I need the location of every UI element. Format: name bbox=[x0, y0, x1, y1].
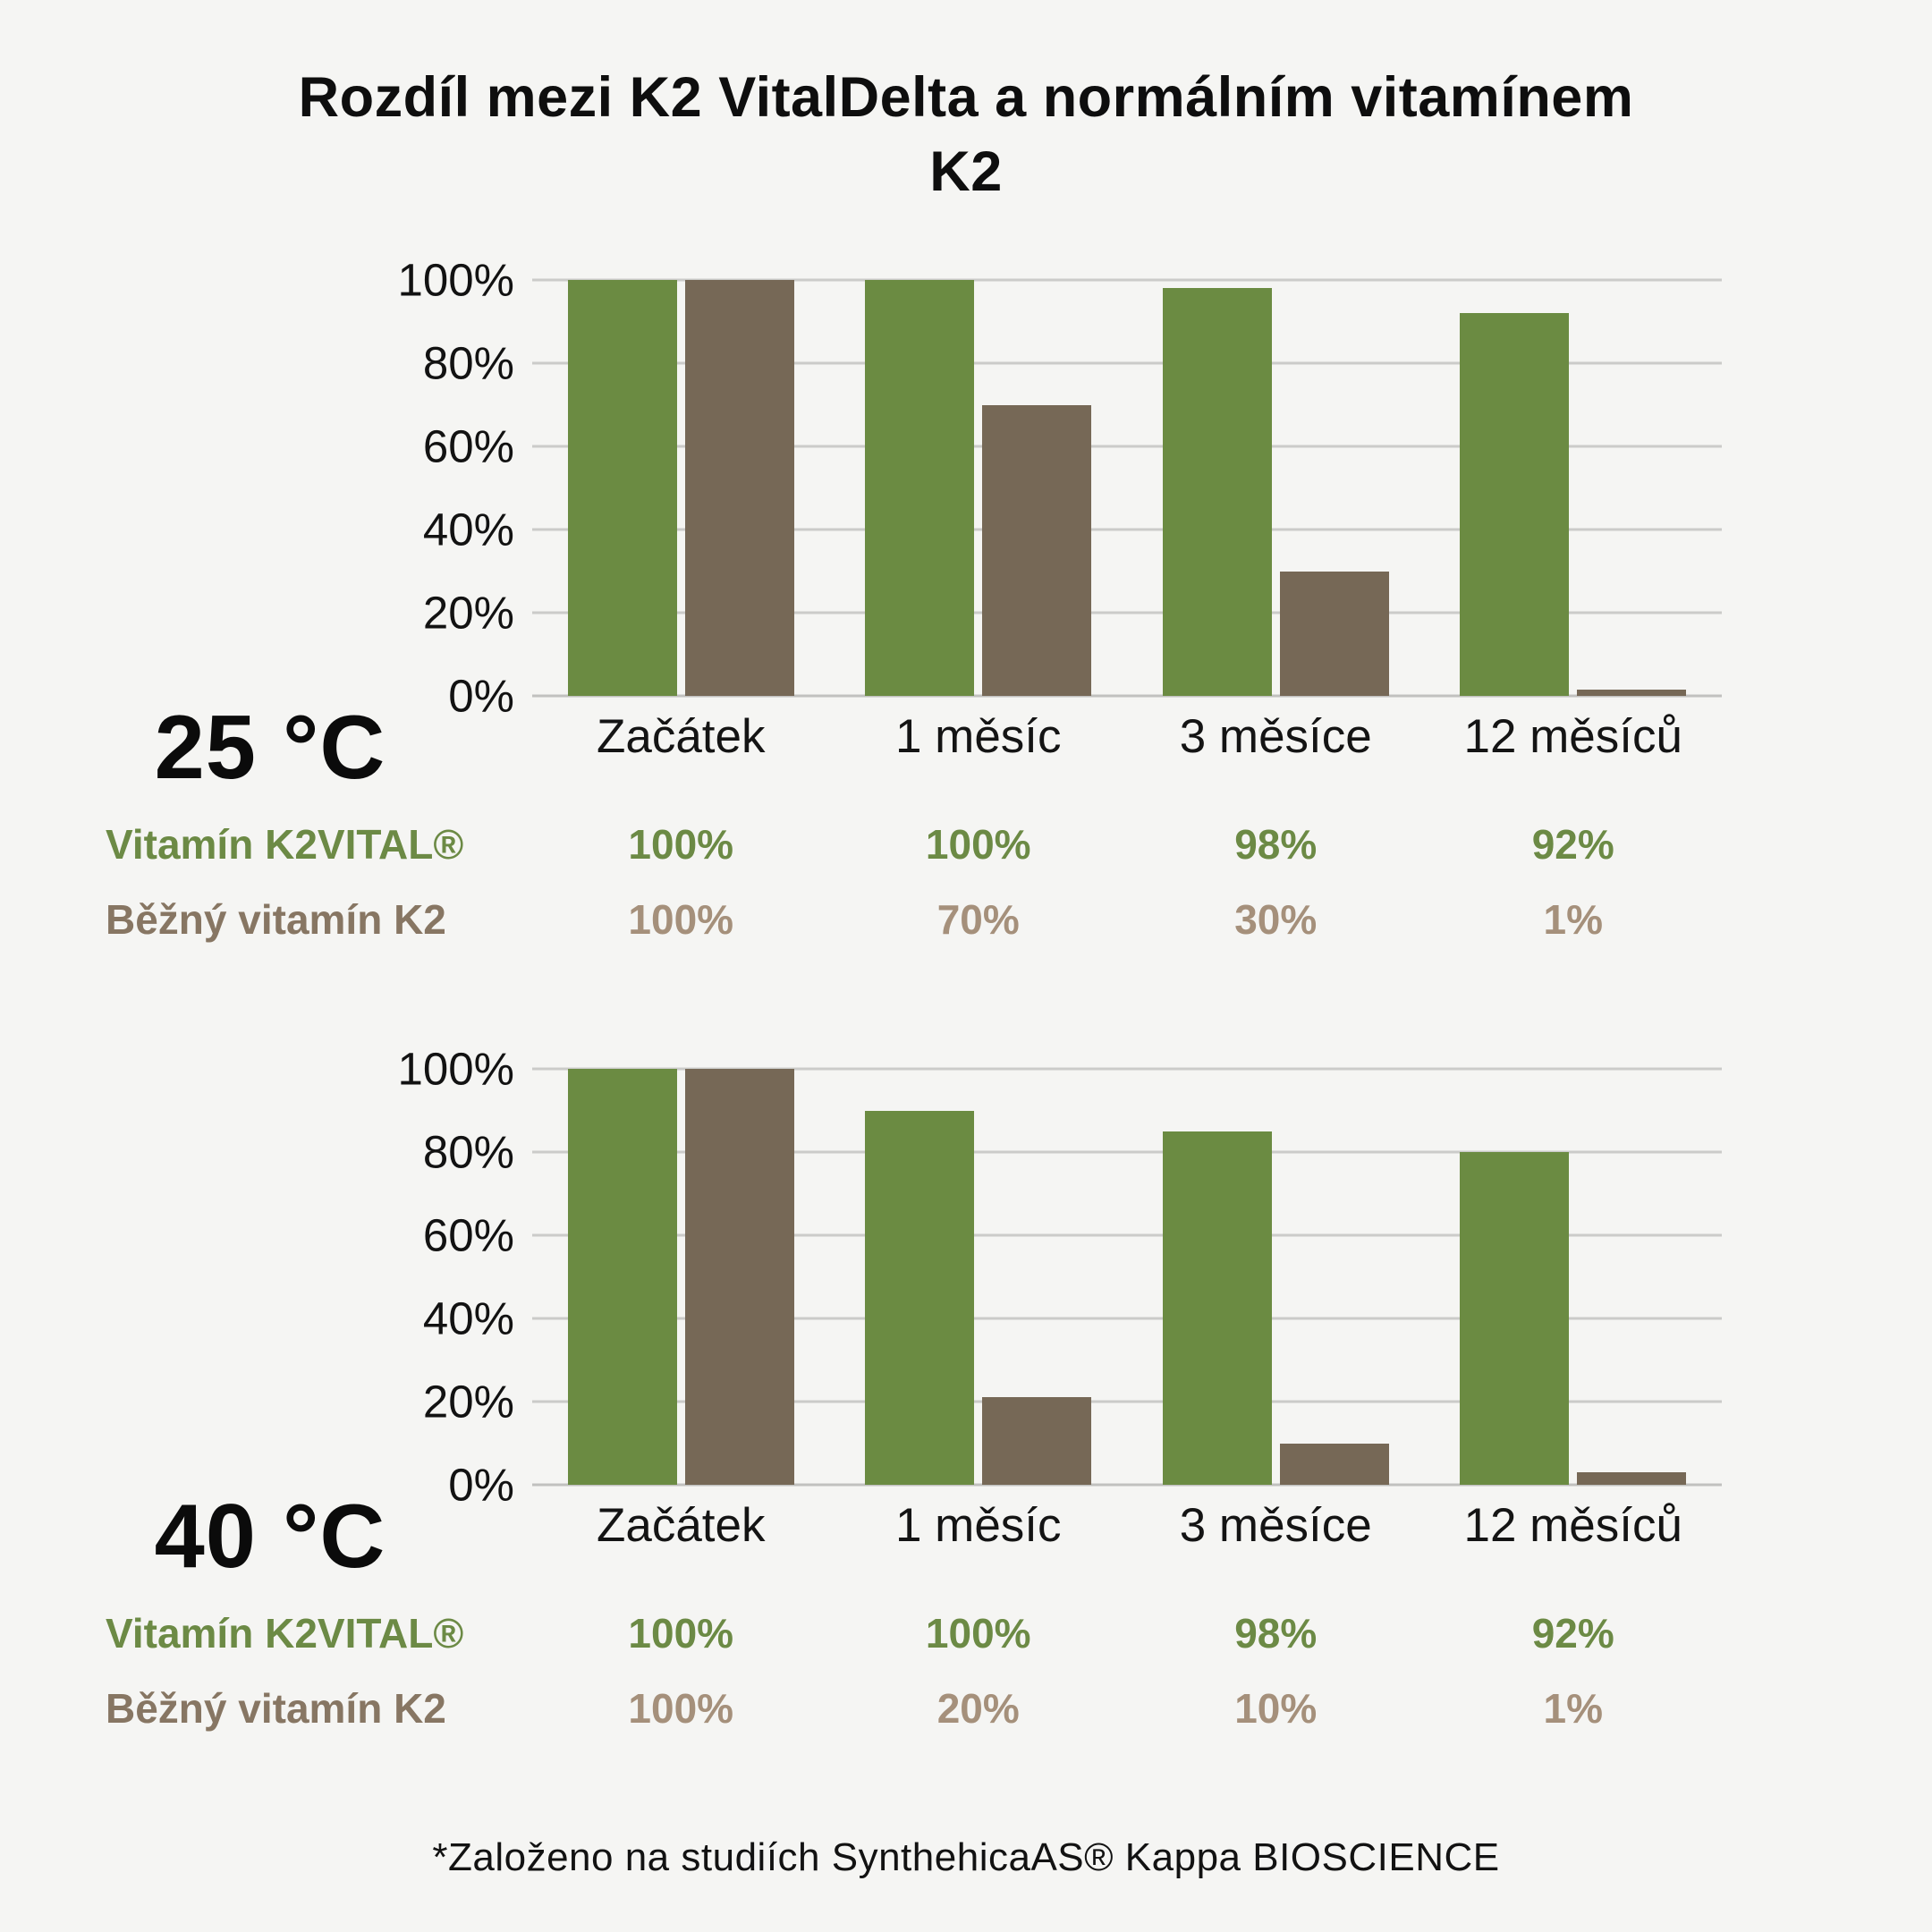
bar-group bbox=[830, 1069, 1128, 1485]
series-label: Vitamín K2VITAL® bbox=[106, 821, 464, 868]
value-cell: 30% bbox=[1234, 896, 1318, 943]
bar-groups bbox=[532, 280, 1722, 696]
temperature-label: 40 °C bbox=[154, 1487, 386, 1587]
y-axis-tick: 100% bbox=[397, 1043, 514, 1095]
series-label: Vitamín K2VITAL® bbox=[106, 1610, 464, 1657]
value-cell: 100% bbox=[925, 821, 1031, 868]
bar-group bbox=[830, 280, 1128, 696]
value-cell: 98% bbox=[1234, 1610, 1318, 1657]
section-40c bbox=[0, 1043, 1932, 1758]
k2vital-bar-4 bbox=[1460, 1152, 1569, 1485]
category-label: 3 měsíce bbox=[1179, 1499, 1372, 1552]
value-cell: 70% bbox=[936, 896, 1020, 943]
value-cell: 10% bbox=[1234, 1685, 1318, 1732]
regular-k2-bar-2 bbox=[982, 1397, 1091, 1485]
y-axis-tick: 100% bbox=[397, 254, 514, 306]
legend-row bbox=[0, 892, 1932, 947]
value-cells bbox=[532, 1681, 1722, 1736]
y-axis-tick: 20% bbox=[422, 1376, 514, 1428]
category-label: 12 měsíců bbox=[1463, 710, 1682, 763]
bar-group bbox=[532, 1069, 830, 1485]
legend-row bbox=[0, 817, 1932, 872]
value-cell: 1% bbox=[1543, 896, 1603, 943]
y-axis bbox=[0, 254, 514, 722]
bar-groups bbox=[532, 1069, 1722, 1485]
value-cell: 100% bbox=[628, 896, 734, 943]
category-label: Začátek bbox=[596, 1499, 766, 1552]
regular-k2-bar-3 bbox=[1280, 572, 1389, 697]
y-axis-tick: 0% bbox=[448, 1459, 514, 1511]
value-cell: 20% bbox=[936, 1685, 1020, 1732]
value-cell: 92% bbox=[1531, 1610, 1614, 1657]
bar-group bbox=[532, 280, 830, 696]
value-cell: 100% bbox=[628, 821, 734, 868]
temperature-label: 25 °C bbox=[154, 698, 386, 798]
k2vital-bar-1 bbox=[568, 280, 677, 696]
k2vital-bar-2 bbox=[865, 1111, 974, 1486]
bar-group bbox=[1425, 1069, 1723, 1485]
plot-area bbox=[532, 1069, 1722, 1485]
value-cell: 1% bbox=[1543, 1685, 1603, 1732]
y-axis-tick: 20% bbox=[422, 587, 514, 639]
value-cell: 100% bbox=[628, 1610, 734, 1657]
category-label: 3 měsíce bbox=[1179, 710, 1372, 763]
value-cell: 100% bbox=[925, 1610, 1031, 1657]
category-label: Začátek bbox=[596, 710, 766, 763]
bar-group bbox=[1425, 280, 1723, 696]
category-row bbox=[532, 709, 1722, 764]
page-title: Rozdíl mezi K2 VitalDelta a normálním vitamínem K2 bbox=[298, 66, 1634, 204]
k2vital-bar-2 bbox=[865, 280, 974, 696]
category-label: 12 měsíců bbox=[1463, 1499, 1682, 1552]
y-axis-tick: 60% bbox=[422, 420, 514, 472]
value-cell: 100% bbox=[628, 1685, 734, 1732]
y-axis-tick: 80% bbox=[422, 337, 514, 389]
regular-k2-bar-3 bbox=[1280, 1444, 1389, 1486]
y-axis-tick: 80% bbox=[422, 1126, 514, 1178]
value-cells bbox=[532, 892, 1722, 947]
series-label: Běžný vitamín K2 bbox=[106, 896, 446, 943]
y-axis-tick: 40% bbox=[422, 1292, 514, 1344]
y-axis-tick: 40% bbox=[422, 504, 514, 555]
series-label: Běžný vitamín K2 bbox=[106, 1685, 446, 1732]
regular-k2-bar-1 bbox=[685, 280, 794, 696]
regular-k2-bar-4 bbox=[1577, 1472, 1686, 1485]
y-axis bbox=[0, 1043, 514, 1511]
value-cells bbox=[532, 1606, 1722, 1661]
y-axis-tick: 60% bbox=[422, 1209, 514, 1261]
legend-row bbox=[0, 1606, 1932, 1661]
k2vital-bar-1 bbox=[568, 1069, 677, 1485]
value-cell: 98% bbox=[1234, 821, 1318, 868]
section-25c bbox=[0, 254, 1932, 969]
category-label: 1 měsíc bbox=[894, 1499, 1062, 1552]
bar-group bbox=[1127, 280, 1425, 696]
category-row bbox=[532, 1498, 1722, 1553]
k2vital-bar-3 bbox=[1163, 288, 1272, 696]
regular-k2-bar-2 bbox=[982, 405, 1091, 697]
y-axis-tick: 0% bbox=[448, 670, 514, 722]
legend-row bbox=[0, 1681, 1932, 1736]
plot-area bbox=[532, 280, 1722, 696]
regular-k2-bar-1 bbox=[685, 1069, 794, 1485]
bar-group bbox=[1127, 1069, 1425, 1485]
category-label: 1 měsíc bbox=[894, 710, 1062, 763]
footnote: *Založeno na studiích SynthehicaAS® Kappa BIOSCIENCE bbox=[432, 1835, 1500, 1879]
k2vital-bar-4 bbox=[1460, 313, 1569, 696]
regular-k2-bar-4 bbox=[1577, 690, 1686, 696]
k2vital-bar-3 bbox=[1163, 1131, 1272, 1485]
value-cell: 92% bbox=[1531, 821, 1614, 868]
value-cells bbox=[532, 817, 1722, 872]
